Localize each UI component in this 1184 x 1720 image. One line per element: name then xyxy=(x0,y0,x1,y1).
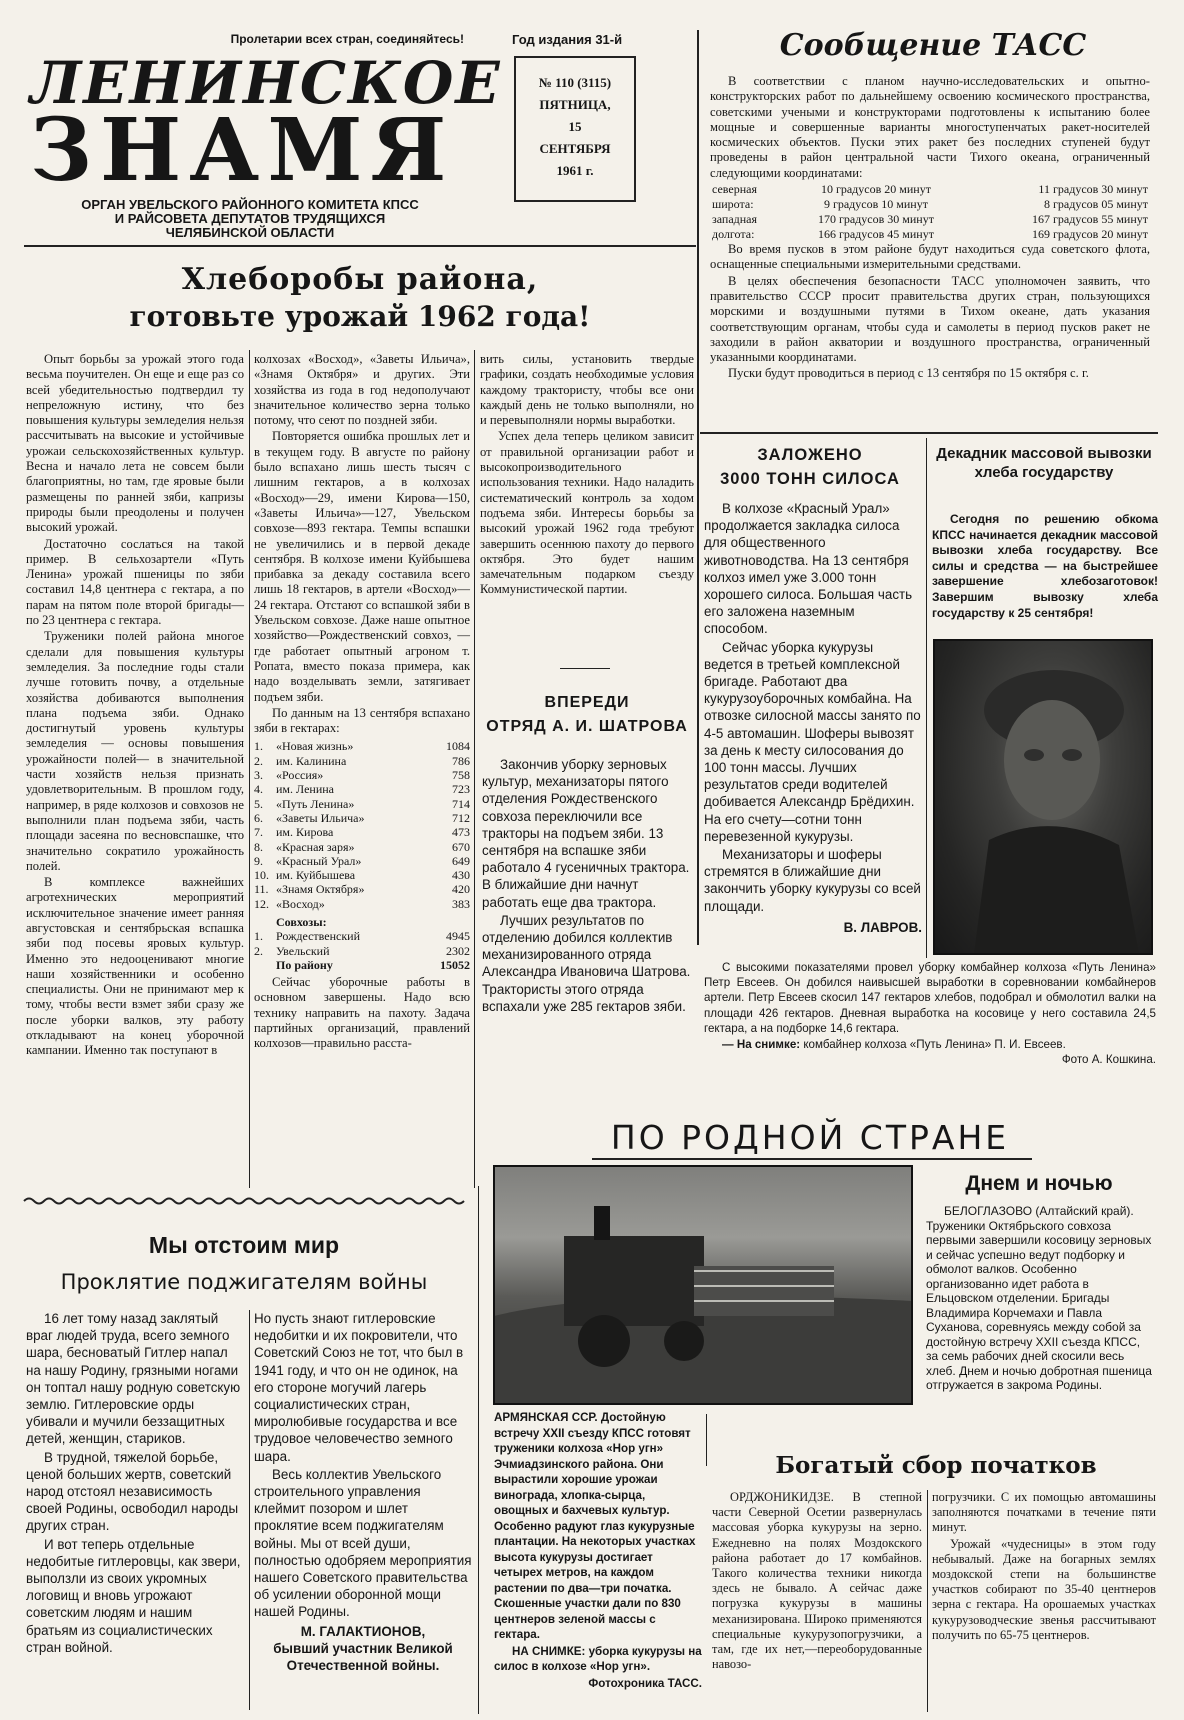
mir-author: М. ГАЛАКТИОНОВ, xyxy=(300,1623,426,1639)
newspaper-title-line1: ЛЕНИНСКОЕ xyxy=(30,49,502,117)
lead-title-line2: готовьте урожай 1962 года! xyxy=(129,300,591,333)
silage-paragraph: Механизаторы и шоферы стремятся в ближайшие дни закончить уборку кукурузы со всей площади. xyxy=(704,847,921,914)
shatrov-title-line1: ВПЕРЕДИ xyxy=(544,694,630,711)
column-rule xyxy=(474,350,475,1188)
table-row: 2. им. Калинина 786 xyxy=(254,753,470,768)
dekadnik-paragraph: Сегодня по решению обкома КПСС начинается декадник массовой вывозки хлеба государству. Все силы и средства — на быстрейшее завершение хлебозаготовок! Завершим вывозку хлеба государству к 25 сентября! xyxy=(932,512,1158,620)
bogaty-title: Богатый сбор початков xyxy=(775,1452,1097,1479)
silage-title-line2: 3000 ТОНН СИЛОСА xyxy=(720,470,900,488)
mir-author-note: бывший участник Великой Отечественной войны. xyxy=(273,1640,453,1674)
tass-title: Сообщение ТАСС xyxy=(779,28,1087,63)
harvester-figure xyxy=(494,1166,912,1404)
den-noch-paragraph: БЕЛОГЛАЗОВО (Алтайский край). Труженики Октябрьского совхоза первыми завершили косовицу зерновых и сейчас успешно ведут подборку и обмолот валков. Особенно организованно идет работа в Ельцовском отделении. Бригады Владимира Корчемахи и Павла Суханова, соревнуясь между собой за достойную встречу XXII съезда КПСС, за семь рабочих дней скосили весь хлеб. Днем и ночью добротная пшеница отгружается в закрома Родины. xyxy=(926,1204,1152,1392)
mir-paragraph: В трудной, тяжелой борьбе, ценой больших жертв, советский народ отстоял независимость своей Родины, освободил народы других стран. xyxy=(26,1449,239,1534)
lead-column-3 xyxy=(480,352,694,662)
table-row: 4. им. Ленина 723 xyxy=(254,782,470,797)
issue-box xyxy=(514,56,636,202)
table-row: 12. «Восход» 383 xyxy=(254,896,470,911)
shatrov-paragraph: Закончив уборку зерновых культур, механизаторы пятого отделения Рождественского совхоза переключили все тракторы на подъем зяби. 13 сентября на вспашке зяби работало 4 гусеничных трактора. В ближайшие дни начнут работать еще два трактора. xyxy=(482,757,690,910)
issue-year: 1961 г. xyxy=(556,163,594,178)
shatrov-article xyxy=(482,756,692,1086)
table-row: 9. «Красный Урал» 649 xyxy=(254,853,470,868)
mir-paragraph: 16 лет тому назад заклятый враг людей труда, всего земного шара, бесноватый Гитлер напал на нашу Родину, грязными ногами он топтал нашу родную советскую землю. Гитлеровские орды убивали и мучили беззащитных детей, женщин, стариков. xyxy=(26,1311,241,1447)
table-total-row: По району 15052 xyxy=(276,957,470,972)
mir-paragraph: Но пусть знают гитлеровские недобитки и их покровители, что Советский Союз не тот, что был в 1941 году, и что он не одинок, на его стороне могучий лагерь социалистических стран, миролюбивые государства и все трудовое человечество земного шара. xyxy=(254,1311,464,1464)
caption-note-text: комбайнер колхоза «Путь Ленина» П. И. Евсеев. xyxy=(803,1038,1066,1052)
issue-number: № 110 (3115) xyxy=(538,75,612,90)
tass-bottom-rule xyxy=(700,432,1158,434)
tass-paragraph: Пуски будут проводиться в период с 13 сентября по 15 октября с. г. xyxy=(728,366,1089,381)
lead-column-2 xyxy=(254,352,470,1186)
table-row: 8. «Красная заря» 670 xyxy=(254,839,470,854)
table-row: 1. «Новая жизнь» 1084 xyxy=(254,739,470,754)
coord-row: долгота: 166 градусов 45 минут 169 градусов 20 минут xyxy=(712,227,1148,242)
lead-paragraph: Труженики полей района многое сделали для повышения культуры земледелия. За последние годы стали лучше готовить почву, а отдельные хозяйства добиваются выполнения плана подъема зяби. Однако достигнутый уровень культуры земледелия — основы повышения урожайности полей— в значительной части хозяйств нельзя признать удовлетворительным. В прошлом году, например, в ряде колхозов и совхозов не выполнили план подъема зяби, часть площади засеяна по весновспашке, что значительно сократило урожайность полей. xyxy=(26,629,244,873)
armenia-caption-text: Достойную встречу XXII съезду КПСС готовят труженики колхоза «Нор угн» Эчмиадзинского района. Они вырастили хорошие урожаи винограда, хлопка-сырца, овощных и бахчевых культур. Особенно радуют глаз кукурузные плантации. На некоторых участках высота кукурузы достигает четырех метров, на каждом растении по два—три початка. Скошенные участки дали по 830 центнеров зеленой массы с гектара. xyxy=(494,1411,696,1641)
mir-paragraph: И вот теперь отдельные недобитые гитлеровцы, как звери, выползли из своих укромных логовищ и вновь угрожают советским людям и нашим братьям из социалистических стран войной. xyxy=(26,1536,241,1655)
table-row: 1. Рождественский 4945 xyxy=(254,929,470,944)
armenia-caption xyxy=(494,1410,702,1710)
separator xyxy=(560,668,610,669)
lead-paragraph: Опыт борьбы за урожай этого года весьма поучителен. Он еще и еще раз со всей убедительностью подтвердил ту непреложную истину, что без повышения культуры земледелия нельзя рассчитывать на высокие и устойчивые урожаи сельскохозяйственных культур. Весна и начало лета не совсем были благоприятны, но там, где яровые были размещены по ранней зяби, капризы природы были преодолены и получен высокий урожай. xyxy=(26,352,244,535)
table-row: 6. «Заветы Ильича» 712 xyxy=(254,810,470,825)
issue-day: 15 xyxy=(568,119,582,134)
shatrov-paragraph: Лучших результатов по отделению добился коллектив механизированного отряда Александра Ивановича Шатрова. Трактористы этого отряда вспахали уже 285 гектаров зяби. xyxy=(482,912,691,1014)
photo-credit: Фото А. Кошкина. xyxy=(1061,1053,1156,1067)
organ-line: ЧЕЛЯБИНСКОЙ ОБЛАСТИ xyxy=(165,225,335,240)
lead-paragraph: Успех дела теперь целиком зависит от правильной организации работ и высокопроизводительного использования техники. Надо наладить систематический контроль за ходом подъема зяби. Интересы борьбы за высокий урожай 1962 года требуют завершить осеннюю пахоту до первого октября. Это будет нашим замечательным подарком съезду Коммунистической партии. xyxy=(480,429,694,597)
lead-paragraph: Сейчас уборочные работы в основном завершены. Надо всю технику направить на пахоту. Задача партийных организаций, правлений колхозов—правильно расста- xyxy=(254,975,470,1051)
table-section-row: Совхозы: xyxy=(276,914,327,929)
lead-paragraph: В комплексе важнейших агротехнических мероприятий исключительное значение имеет ранняя августовская и сентябрьская вспашка зяби под посевы яровых культур. Именно это недооценивают многие наши хозяйственники и особенно специалисты. Они не принимают мер к тому, чтобы вести взмет зяби сразу же после уборки валков, эту работу откладывают на конец уборочной кампании. Именно так поступают в xyxy=(26,875,244,1058)
armenia-caption-lead: АРМЯНСКАЯ ССР. xyxy=(494,1411,598,1424)
party-motto: Пролетарии всех стран, соединяйтесь! xyxy=(230,32,464,46)
portrait-figure xyxy=(934,640,1152,954)
table-row: 2. Увельский 2302 xyxy=(254,943,470,958)
den-noch-title: Днем и ночью xyxy=(965,1172,1113,1195)
mir-title: Мы отстоим мир xyxy=(148,1232,340,1258)
newspaper-organ xyxy=(30,198,470,240)
column-rule xyxy=(926,438,927,958)
organ-line: ОРГАН УВЕЛЬСКОГО РАЙОННОГО КОМИТЕТА КПСС xyxy=(81,197,419,212)
silage-paragraph: В колхозе «Красный Урал» продолжается закладка силоса для общественного животноводства. На 13 сентября колхоз имел уже 3.000 тонн хорошего силоса. Большая часть его заложена наземным способом. xyxy=(704,501,913,637)
shatrov-title-line2: ОТРЯД А. И. ШАТРОВА xyxy=(486,718,688,735)
mir-subtitle: Проклятие поджигателям войны xyxy=(60,1270,428,1294)
coord-row: западная 170 градусов 30 минут 167 градусов 55 минут xyxy=(712,212,1148,227)
column-rule xyxy=(249,1310,250,1710)
mir-paragraph: Весь коллектив Увельского строительного управления клеймит позором и шлет проклятие всем поджигателям войны. Мы от всей души, полностью одобряем мероприятия нашего Советского правительства об усилении оборонной мощи нашей Родины. xyxy=(254,1466,472,1620)
tass-paragraph: В целях обеспечения безопасности ТАСС уполномочен заявить, что правительство СССР просит правительства других стран, пользующихся морскими и воздушными путями в Тихом океане, дать указания соответствующим органам, чтобы суда и самолеты в период пусков ракет не заходили в район акватории и воздушного пространства, ограниченный указанными координатами. xyxy=(710,273,1150,365)
column-rule xyxy=(478,1186,479,1714)
dekadnik-title: Декадник массовой вывозки хлеба государству xyxy=(936,445,1152,481)
column-rule xyxy=(249,350,250,1188)
issue-month: СЕНТЯБРЯ xyxy=(539,141,611,156)
lead-paragraph: Достаточно сослаться на такой пример. В сельхозартели «Путь Ленина» урожай пшеницы по зяби составил 14,8 центнера с гектара, а по парам на пятом поле второй бригады—по 23 центнера с гектара. xyxy=(26,536,244,628)
den-noch-text xyxy=(926,1204,1152,1408)
coord-row: широта: 9 градусов 10 минут 8 градусов 05 минут xyxy=(712,197,1148,212)
table-row: 7. им. Кирова 473 xyxy=(254,825,470,840)
silage-paragraph: Сейчас уборка кукурузы ведется в третьей комплексной бригаде. Работают два кукурузоуборочных комбайна. На отвозке силосной массы занято по 4-5 автомашин. Шоферы вывозят за день к месту силосования до 100 тонн массы. Лучших результатов среди водителей добивается Александр Брёдихин. На его счету—сотни тонн перевезенной кукурузы. xyxy=(704,639,921,844)
table-row: 11. «Знамя Октября» 420 xyxy=(254,882,470,897)
lead-title-line1: Хлеборобы района, xyxy=(181,262,539,297)
plowing-table xyxy=(254,739,470,972)
bogaty-paragraph: ОРДЖОНИКИДЗЕ. В степной части Северной Осетии развернулась массовая уборка кукурузы на зерно. Ежедневно на полях Моздокского района работает до 17 комбайнов. Такого количества техники никогда здесь не бывало. А сейчас даже погрузка кукурузы в машины механизирована. Широко применяются специальные кукурузопогрузчики, а там, где их нет,—переоборудованные навозо- xyxy=(712,1490,922,1672)
portrait-caption xyxy=(704,960,1156,1067)
silage-title-line1: ЗАЛОЖЕНО xyxy=(757,446,863,464)
corn-harvest-photo xyxy=(494,1166,912,1404)
table-row: 5. «Путь Ленина» 714 xyxy=(254,796,470,811)
dekadnik-text xyxy=(932,512,1158,634)
newspaper-title-line2: ЗНАМЯ xyxy=(30,100,455,201)
lead-column-1 xyxy=(26,352,244,1186)
po-rodnoy-title: ПО РОДНОЙ СТРАНЕ xyxy=(610,1118,1010,1157)
organ-line: И РАЙСОВЕТА ДЕПУТАТОВ ТРУДЯЩИХСЯ xyxy=(114,211,386,226)
bogaty-column-1 xyxy=(712,1490,922,1714)
lead-paragraph: Повторяется ошибка прошлых лет и в текущем году. В августе по району было вспахано лишь шесть тысяч с лишним гектаров, а в колхозах «Восход»—29, имени Кирова—150, «Заветы Ильича»—127, Увельском совхозе—893 гектара. Темпы вспашки не увеличились и в первой декаде сентября. В колхозе имени Куйбышева прибавка за декаду составила всего лишь 18 гектаров, в артели «Восход»—24 гектара. Отстают со вспашкой зяби в Увельском совхозе. Даже наше опытное хозяйство—Рождественский совхоз, — где работает опытный агроном т. Ропата, вместо показа примера, как надо возделывать земли, затягивает подъем зяби. xyxy=(254,429,470,704)
armenia-photo-credit: Фотохроника ТАСС. xyxy=(588,1676,702,1690)
column-rule xyxy=(706,1414,707,1466)
bogaty-paragraph: Урожай «чудесницы» в этом году небывалый. Даже на богарных землях моздокской степи на большинстве участков собирают по 35-40 центнеров зерна с гектара. На орошаемых участках кукурузоводческие звенья рассчитывают получить по 65-75 центнеров. xyxy=(932,1536,1156,1642)
caption-note-label: — На снимке: xyxy=(722,1038,801,1052)
combiner-portrait-photo xyxy=(934,640,1152,954)
publication-year: Год издания 31-й xyxy=(512,32,623,47)
issue-weekday: ПЯТНИЦА, xyxy=(539,97,611,112)
tass-coordinates xyxy=(710,182,1150,242)
armenia-caption-paragraph xyxy=(494,1410,702,1643)
tass-paragraph: В соответствии с планом научно-исследовательских и опытно-конструкторских работ по дальнейшему освоению космического пространства, советскими учеными и конструкторами подготовлены к испытанию более мощные и совершенные варианты многоступенчатых ракет-носителей космических объектов. Пуски этих ракет без последних ступеней будут проведены в район центральной части Тихого океана, ограниченный следующими координатами: xyxy=(710,74,1150,180)
mir-column-1 xyxy=(26,1310,244,1714)
table-row: 3. «Россия» 758 xyxy=(254,768,470,783)
bogaty-paragraph: погрузчики. С их помощью автомашины заполняются початками в течение пяти минут. xyxy=(932,1490,1156,1535)
lead-paragraph: По данным на 13 сентября вспахано зяби в гектарах: xyxy=(254,705,470,736)
wavy-divider xyxy=(24,1196,464,1206)
coord-row: северная 10 градусов 20 минут 11 градусов 30 минут xyxy=(712,182,1148,197)
armenia-caption-note: НА СНИМКЕ: уборка кукурузы на силос в колхозе «Нор угн». xyxy=(494,1644,702,1673)
silage-author: В. ЛАВРОВ. xyxy=(843,919,922,935)
bogaty-column-2 xyxy=(932,1490,1156,1714)
tass-paragraph: Во время пусков в этом районе будут находиться суда советского флота, оснащенные специальными измерительными средствами. xyxy=(710,242,1150,272)
caption-note xyxy=(704,1037,1156,1052)
silage-article xyxy=(704,500,922,935)
lead-paragraph: вить силы, установить твердые графики, создать необходимые условия каждому трактористу, чтобы все они каждый день не только выполняли, но и перевыполняли нормы выработки. xyxy=(480,352,694,428)
caption-paragraph: С высокими показателями провел уборку комбайнер колхоза «Путь Ленина» Петр Евсеев. Он добился наивысшей выработки в соревновании комбайнеров артели. Петр Евсеев скосил 147 гектаров хлебов, подобрал и обмолотил валки на площади 426 гектаров. Дневная выработка на косовице у него составила 24,5 гектара, а на подборке 14,6 гектара. xyxy=(704,961,1156,1035)
po-rodnoy-rule xyxy=(592,1158,1032,1160)
table-row: 10. им. Куйбышева 430 xyxy=(254,868,470,883)
lead-paragraph: колхозах «Восход», «Заветы Ильича», «Знамя Октября» и других. Эти хозяйства из года в год недополучают значительное количество зерна только потому, что сеют по поздней зяби. xyxy=(254,352,470,428)
masthead-rule xyxy=(24,245,696,247)
tass-article xyxy=(710,74,1150,428)
column-rule xyxy=(927,1490,928,1712)
column-rule xyxy=(697,30,699,945)
mir-column-2 xyxy=(254,1310,472,1714)
